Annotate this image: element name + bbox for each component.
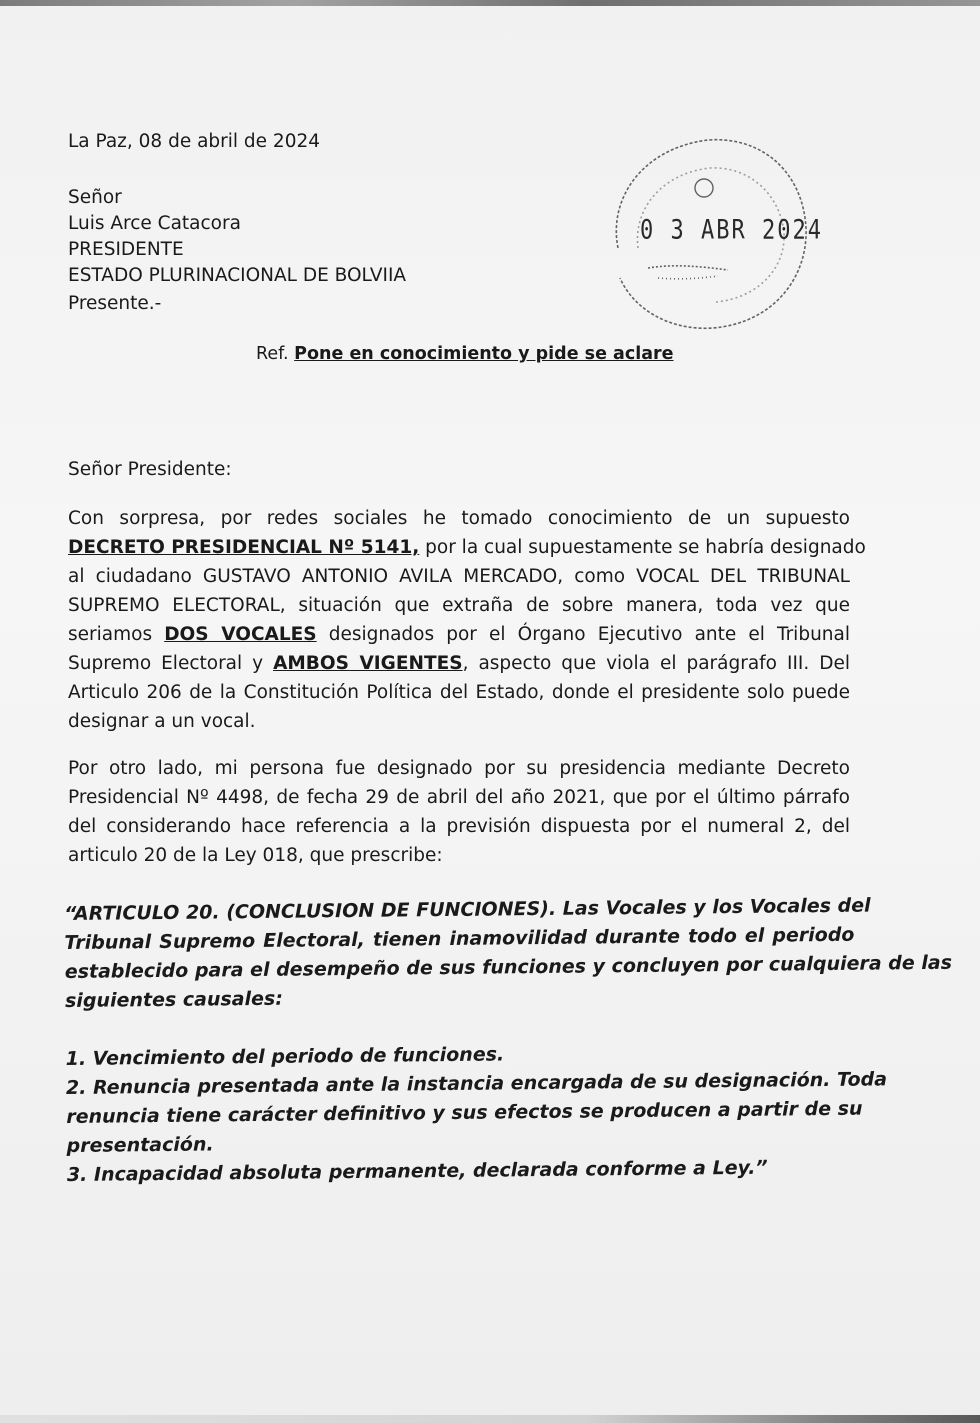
paragraph-1 (68, 504, 866, 736)
reference-subject: Pone en conocimiento y pide se aclare (294, 344, 674, 364)
reference-line (256, 342, 674, 366)
date-line: La Paz, 08 de abril de 2024 (68, 131, 321, 152)
law-quote (64, 892, 953, 1190)
recipient-presente: Presente.- (68, 293, 162, 314)
quote-item-2-line-3: presentación. (66, 1133, 214, 1157)
paragraph-1-line-5-a: seriamos (68, 624, 165, 645)
recipient-name: Luis Arce Catacora (68, 213, 241, 234)
quote-line-3: establecido para el desempeño de sus funciones y concluyen por cualquiera de las (64, 951, 953, 983)
paragraph-2 (68, 754, 850, 870)
scan-bottom-edge (0, 1415, 980, 1423)
quote-item-1: 1. Vencimiento del periodo de funciones. (65, 1043, 505, 1070)
recipient-institution: ESTADO PLURINACIONAL DE BOLVIIA (68, 265, 407, 286)
reference-label: Ref. (256, 344, 289, 364)
paragraph-1-line-8: designar a un vocal. (68, 711, 256, 732)
paragraph-1-line-4: SUPREMO ELECTORAL, situación que extraña de sobre manera, toda vez que (68, 595, 850, 616)
paragraph-1-line-3: al ciudadano GUSTAVO ANTONIO AVILA MERCADO, como VOCAL DEL TRIBUNAL (68, 566, 850, 587)
paragraph-2-line-1: Por otro lado, mi persona fue designado por su presidencia mediante Decreto (68, 758, 850, 779)
recipient-salutation-title: Señor (68, 187, 122, 208)
ambos-vigentes: AMBOS VIGENTES (273, 653, 463, 674)
paragraph-1-line-6-b: , aspecto que viola el parágrafo III. Del (462, 653, 850, 674)
quote-item-2-line-1: 2. Renuncia presentada ante la instancia encargada de su designación. Toda (65, 1068, 888, 1099)
paragraph-1-line-2-rest: por la cual supuestamente se habría designado (419, 537, 866, 558)
paragraph-2-line-3: del considerando hace referencia a la previsión dispuesta por el numeral 2, del (68, 816, 850, 837)
paragraph-1-line-7: Articulo 206 de la Constitución Política del Estado, donde el presidente solo puede (68, 682, 850, 703)
paragraph-2-line-4: articulo 20 de la Ley 018, que prescribe: (68, 845, 443, 866)
paragraph-1-line-5 (68, 620, 850, 649)
stamp-date: 0 3 ABR 2024 (640, 215, 823, 246)
paragraph-1-line-1: Con sorpresa, por redes sociales he tomado conocimiento de un supuesto (68, 508, 850, 529)
recipient-position: PRESIDENTE (68, 239, 184, 260)
paragraph-1-line-6-a: Supremo Electoral y (68, 653, 274, 674)
decree-5141: DECRETO PRESIDENCIAL Nº 5141, (68, 537, 420, 558)
greeting: Señor Presidente: (68, 459, 232, 480)
paragraph-1-line-5-b: designados por el Órgano Ejecutivo ante el Tribunal (316, 624, 850, 645)
quote-item-2-line-2: renuncia tiene carácter definitivo y sus efectos se producen a partir de su (66, 1097, 863, 1128)
scan-top-edge (0, 0, 980, 6)
quote-line-4: siguientes causales: (64, 987, 283, 1012)
quote-line-1: “ARTICULO 20. (CONCLUSION DE FUNCIONES). Las Vocales y los Vocales del (64, 894, 871, 925)
quote-item-3: 3. Incapacidad absoluta permanente, declarada conforme a Ley.” (66, 1156, 768, 1186)
dos-vocales: DOS VOCALES (164, 624, 317, 645)
paragraph-1-line-6 (68, 649, 850, 678)
paragraph-2-line-2: Presidencial Nº 4498, de fecha 29 de abril del año 2021, que por el último párrafo (68, 787, 850, 808)
paragraph-1-line-2 (68, 533, 866, 562)
quote-line-2: Tribunal Supremo Electoral, tienen inamovilidad durante todo el periodo (64, 923, 855, 954)
